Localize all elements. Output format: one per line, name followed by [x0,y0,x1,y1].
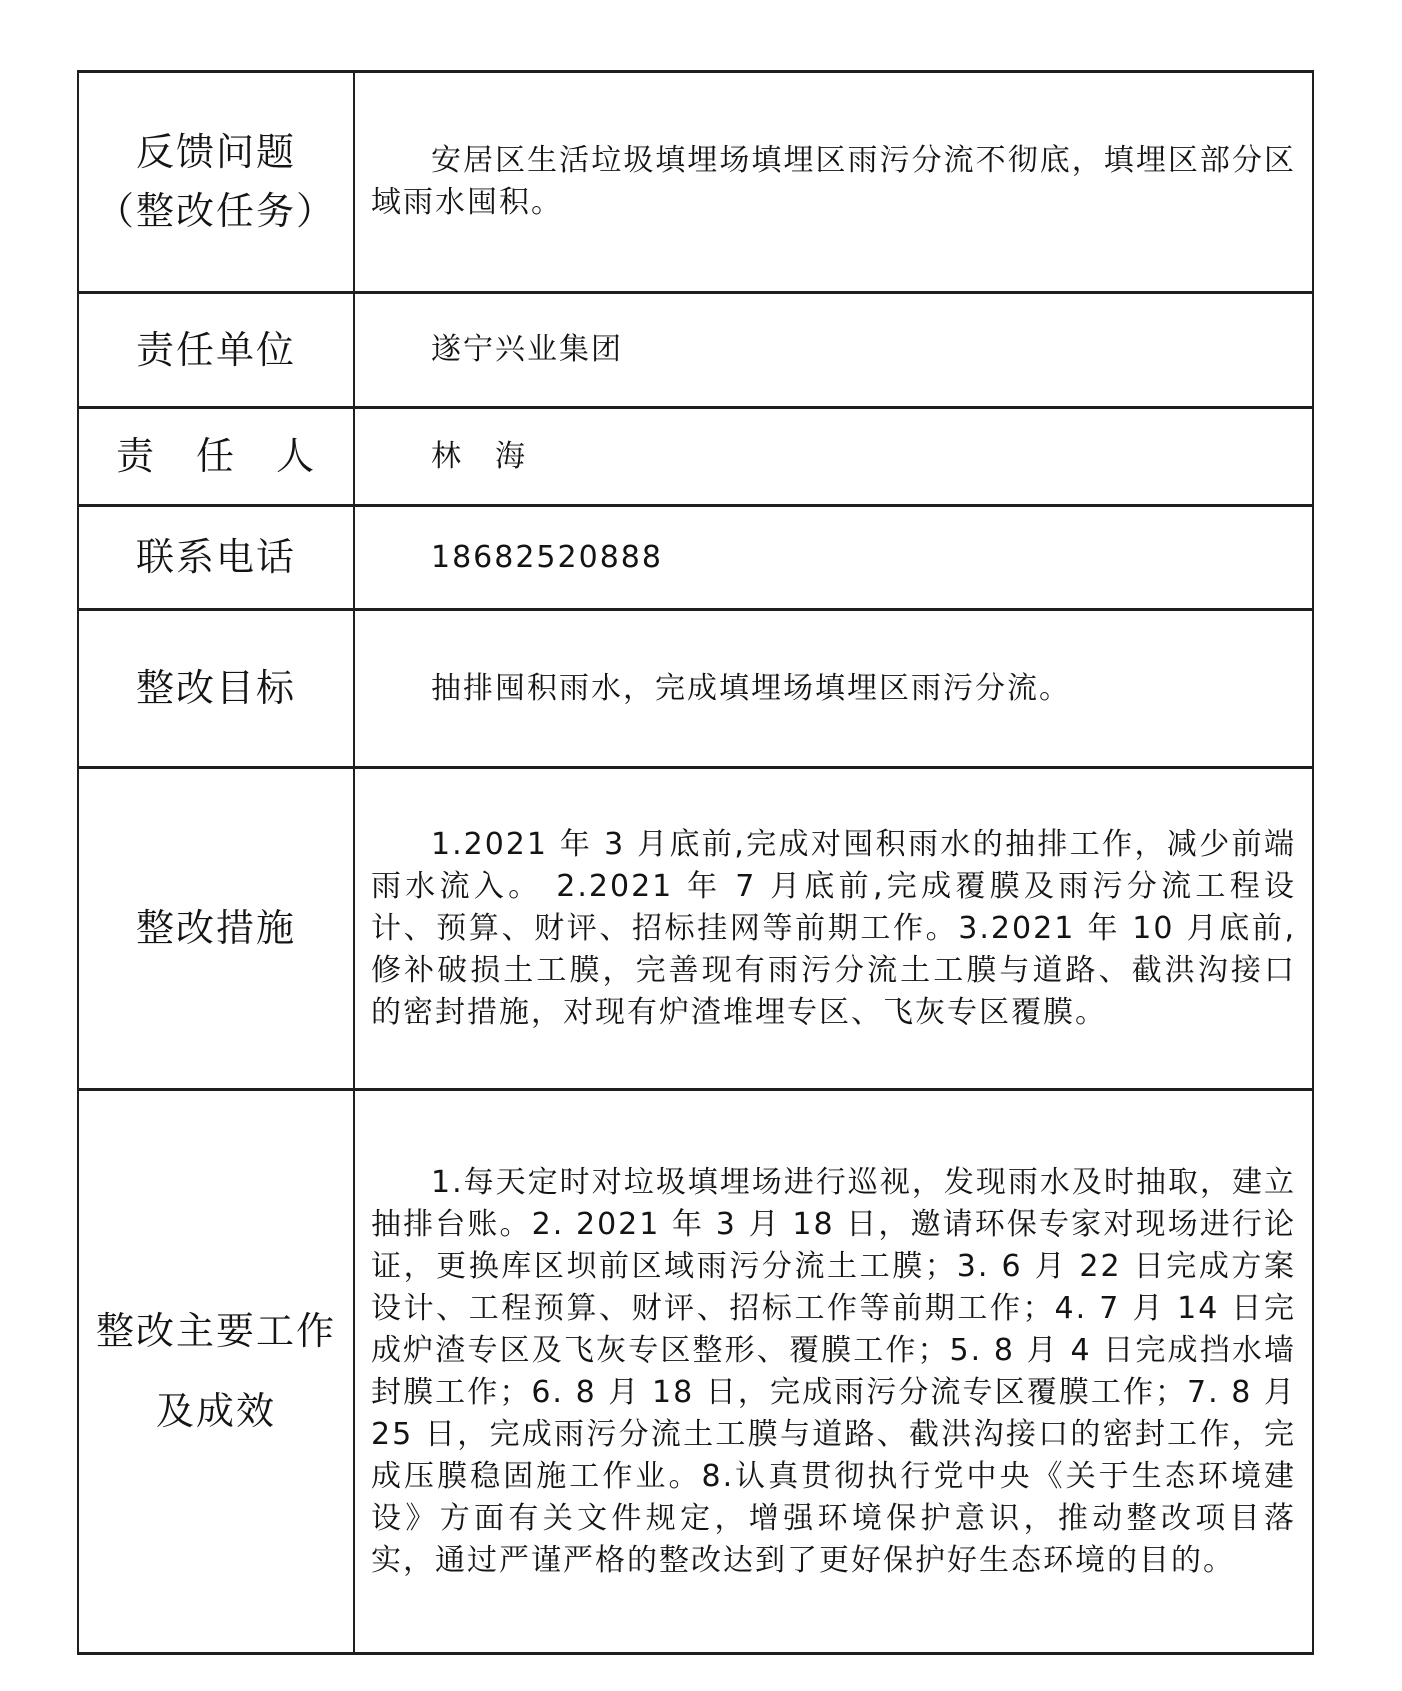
table-row-responsible-unit [78,293,1313,408]
responsible-person-label [78,408,354,506]
contact-phone-value-cell [354,506,1313,610]
responsible-unit-value-cell [354,293,1313,408]
contact-phone-label [78,506,354,610]
rectification-measures-value-cell [354,768,1313,1090]
table-row-contact-phone [78,506,1313,610]
label-line: 及成效 [155,1388,276,1433]
contact-phone-number: 18682520888 [431,539,663,575]
main-work-and-results-label [78,1090,354,1654]
label-line: 责 任 人 [115,434,316,479]
responsible-person-text: 林 海 [431,438,527,474]
main-work-and-results-text: 1.每天定时对垃圾填埋场进行巡视，发现雨水及时抽取，建立抽排台账。2. 2021 年 3 月 18 日，邀请环保专家对现场进行论证，更换库区坝前区域雨污分流土工膜；3. 6 月 22 日完成方案设计、工程预算、财评、招标工作等前期工作；4. 7 月 14 日完成炉渣专区及飞灰专区整形、覆膜工作；5. 8 月 4 日完成挡水墙封膜工作；6. 8 月 18 日，完成雨污分流专区覆膜工作；7. 8 月 25 日，完成雨污分流土工膜与道路、截洪沟接口的密封工作，完成压膜稳固施工作业。8.认真贯彻执行党中央《关于生态环境建设》方面有关文件规定，增强环境保护意识，推动整改项目落实，通过严谨严格的整改达到了更好保护好生态环境的目的。 [371,1164,1296,1578]
label-line: （整改任务） [95,189,336,233]
table-row-responsible-person [78,408,1313,506]
label-line: 联系电话 [135,535,296,580]
responsible-unit-label [78,293,354,408]
feedback-problem-label [78,72,354,293]
rectification-measures-text: 1.2021 年 3 月底前,完成对囤积雨水的抽排工作，减少前端雨水流入。 2.2021 年 7 月底前,完成覆膜及雨污分流工程设计、预算、财评、招标挂网等前期工作。3.2021 年 10 月底前,修补破损土工膜，完善现有雨污分流土工膜与道路、截洪沟接口的密封措施，对现有炉渣堆埋专区、飞灰专区覆膜。 [371,826,1296,1030]
feedback-problem-value-cell [354,72,1313,293]
table-row-main-work-and-results [78,1090,1313,1654]
responsible-unit-text: 遂宁兴业集团 [431,332,623,367]
rectification-goal-value-cell [354,610,1313,768]
label-line: 整改主要工作 [95,1308,336,1353]
table-row-feedback-problem [78,72,1313,293]
table-row-rectification-measures [78,768,1313,1090]
label-line: 整改目标 [135,666,296,711]
label-line: 反馈问题 [135,130,296,175]
rectification-goal-label [78,610,354,768]
rectification-report-table [77,70,1314,1655]
main-work-and-results-value-cell [354,1090,1313,1654]
rectification-measures-label [78,768,354,1090]
responsible-person-value-cell [354,408,1313,506]
label-line: 整改措施 [135,906,296,951]
rectification-goal-text: 抽排囤积雨水，完成填埋场填埋区雨污分流。 [431,670,1071,706]
label-line: 责任单位 [135,327,296,372]
table-row-rectification-goal [78,610,1313,768]
feedback-problem-text: 安居区生活垃圾填埋场填埋区雨污分流不彻底，填埋区部分区域雨水囤积。 [371,143,1296,220]
